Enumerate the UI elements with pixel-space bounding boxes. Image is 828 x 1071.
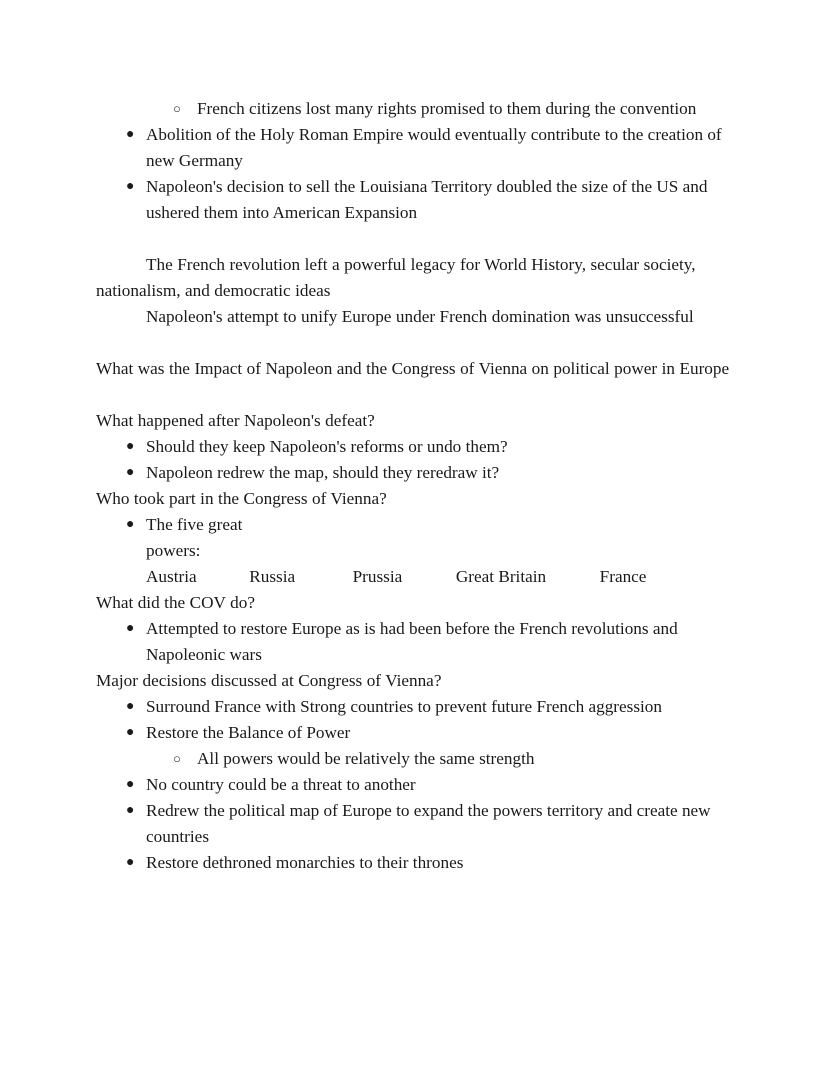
filled-bullet-icon: ● <box>126 777 135 792</box>
filled-bullet-icon: ● <box>126 621 135 636</box>
list-item-text: Napoleon's decision to sell the Louisiana Territory doubled the size of the US and ushered them into American Expansion <box>146 177 708 222</box>
list-item <box>96 798 736 850</box>
filled-bullet-icon: ● <box>126 855 135 870</box>
list-item <box>96 720 736 746</box>
list-item <box>96 434 736 460</box>
bullet-list-great-powers <box>96 512 736 590</box>
question-after-defeat: What happened after Napoleon's defeat? <box>96 411 375 430</box>
list-item <box>96 616 736 668</box>
list-item <box>96 460 736 486</box>
bullet-list-after-defeat <box>96 434 736 486</box>
filled-bullet-icon: ● <box>126 725 135 740</box>
list-item <box>96 772 736 798</box>
power-russia: Russia <box>249 567 296 586</box>
document-body <box>96 96 736 876</box>
filled-bullet-icon: ● <box>126 465 135 480</box>
list-item-text: Should they keep Napoleon's reforms or undo them? <box>146 437 508 456</box>
question-major-decisions: Major decisions discussed at Congress of Vienna? <box>96 671 442 690</box>
paragraph-legacy: The French revolution left a powerful legacy for World History, secular society, nationalism, and democratic ideas <box>96 255 696 300</box>
powers-label: The five great powers: Austria <box>146 515 243 586</box>
question-who-took-part: Who took part in the Congress of Vienna? <box>96 489 387 508</box>
list-item <box>96 96 736 122</box>
filled-bullet-icon: ● <box>126 803 135 818</box>
filled-bullet-icon: ● <box>126 127 135 142</box>
power-britain: Britain <box>498 567 547 586</box>
power-great: Great <box>455 567 495 586</box>
blank-line <box>96 330 736 356</box>
list-item <box>96 850 736 876</box>
bullet-list-major-decisions <box>96 694 736 876</box>
filled-bullet-icon: ● <box>126 699 135 714</box>
list-item <box>96 122 736 174</box>
power-france: France <box>599 567 647 586</box>
list-item-text: Restore the Balance of Power <box>146 723 351 742</box>
list-item-text: No country could be a threat to another <box>146 775 416 794</box>
list-item-text: Abolition of the Holy Roman Empire would eventually contribute to the creation of new Germany <box>146 125 722 170</box>
paragraph-unify-europe: Napoleon's attempt to unify Europe under French domination was unsuccessful <box>146 307 694 326</box>
list-item-text: All powers would be relatively the same strength <box>197 749 535 768</box>
blank-line <box>96 382 736 408</box>
list-item <box>96 174 736 226</box>
hollow-bullet-icon: ○ <box>173 751 181 766</box>
list-item-text-great-powers <box>146 512 736 590</box>
list-item-text: Attempted to restore Europe as is had been before the French revolutions and Napoleonic wars <box>146 619 678 664</box>
filled-bullet-icon: ● <box>126 179 135 194</box>
list-item-text: Surround France with Strong countries to prevent future French aggression <box>146 697 662 716</box>
list-item <box>96 746 736 772</box>
hollow-bullet-icon: ○ <box>173 101 181 116</box>
filled-bullet-icon: ● <box>126 439 135 454</box>
filled-bullet-icon: ● <box>126 517 135 532</box>
power-prussia: Prussia <box>352 567 403 586</box>
list-item-text: French citizens lost many rights promised to them during the convention <box>197 99 697 118</box>
bullet-list-cov-do <box>96 616 736 668</box>
question-cov-do: What did the COV do? <box>96 593 255 612</box>
list-item-text: Napoleon redrew the map, should they reredraw it? <box>146 463 500 482</box>
list-item <box>96 694 736 720</box>
bullet-list-legacy <box>96 96 736 226</box>
list-item <box>96 512 736 590</box>
blank-line <box>96 226 736 252</box>
list-item-text: Redrew the political map of Europe to expand the powers territory and create new countries <box>146 801 711 846</box>
list-item-text: Restore dethroned monarchies to their thrones <box>146 853 464 872</box>
heading-impact-question: What was the Impact of Napoleon and the Congress of Vienna on political power in Europe <box>96 359 730 378</box>
